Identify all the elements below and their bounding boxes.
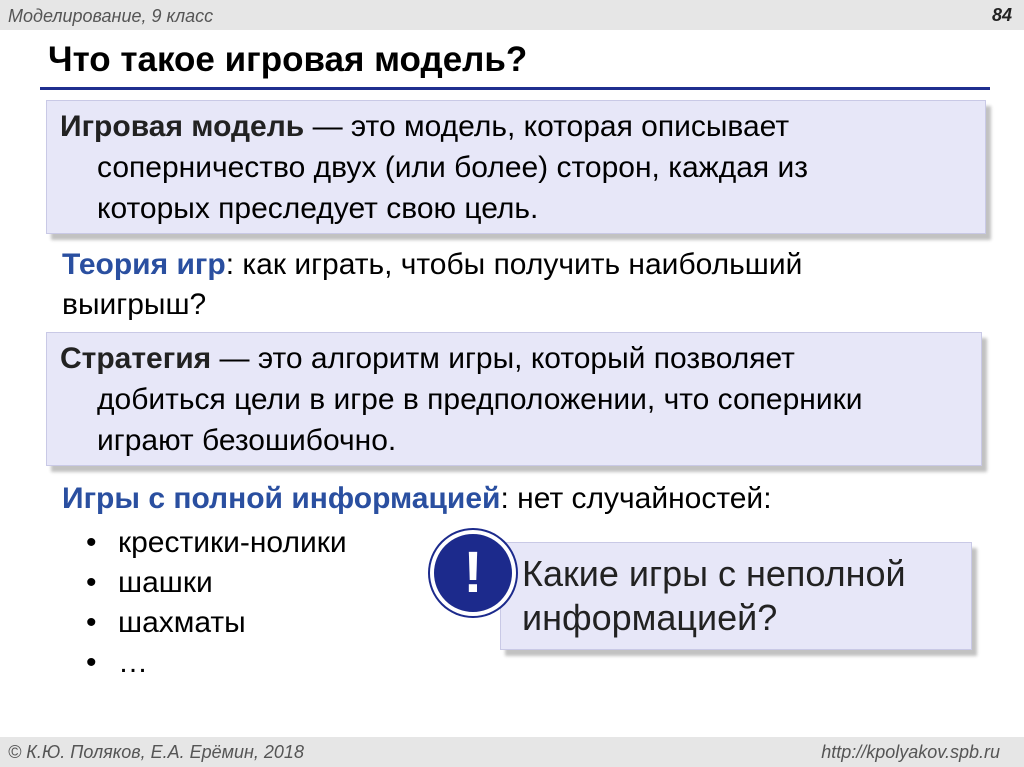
game-model-line1 [60,106,789,148]
list-item: • шашки [86,563,213,603]
game-theory-text: : как играть, чтобы получить наибольший [225,248,803,281]
full-info-heading [62,478,772,520]
course-name: Моделирование, 9 класс [8,6,214,26]
header-bar [0,0,1024,30]
full-info-term: Игры с полной информацией [62,482,501,515]
site-url: http://kpolyakov.spb.ru [821,742,1000,762]
list-item: • … [86,643,148,683]
game-model-term: Игровая модель [60,110,305,143]
bullet-icon: • [86,566,97,599]
strategy-line3: играют безошибочно. [97,424,397,457]
strategy-line1 [60,338,795,380]
copyright-text: © К.Ю. Поляков, Е.А. Ерёмин, 2018 [8,742,304,762]
exclamation-icon: ! [430,530,516,616]
bullet-icon: • [86,606,97,639]
game-theory-term: Теория игр [62,248,226,281]
page-number: 84 [991,5,1012,25]
game-theory-line2: выигрыш? [62,288,207,321]
title-underline [40,87,990,90]
bullet-icon: • [86,646,97,679]
game-model-text: — это модель, которая описывает [304,110,790,143]
footer-bar [0,737,1024,767]
list-item: • крестики-нолики [86,523,347,563]
slide-title: Что такое игровая модель? [48,40,528,79]
game-model-line3: которых преследует свою цель. [97,192,539,225]
strategy-text: — это алгоритм игры, который позволяет [211,342,795,375]
full-info-text: : нет случайностей: [500,482,772,515]
strategy-line2: добиться цели в игре в предположении, что соперники [97,383,863,416]
strategy-term: Стратегия [60,342,212,375]
game-theory-line1 [62,244,802,286]
game-model-line2: соперничество двух (или более) сторон, каждая из [97,151,809,184]
question-line1: Какие игры с неполной [522,553,906,594]
list-item: • шахматы [86,603,246,643]
question-line2: информацией? [522,597,778,638]
bullet-icon: • [86,526,97,559]
question-text [522,552,906,640]
